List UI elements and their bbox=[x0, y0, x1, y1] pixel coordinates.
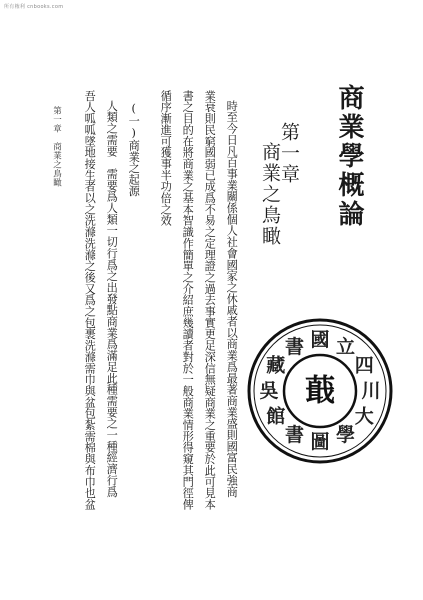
seal-char: 館 bbox=[266, 405, 286, 428]
library-seal bbox=[245, 316, 395, 466]
chapter-heading bbox=[260, 122, 298, 247]
seal-char: 書 bbox=[284, 335, 305, 358]
footer-title: 商業之鳥瞰 bbox=[51, 142, 62, 187]
seal-center-char: 蕺 bbox=[305, 373, 335, 409]
footer-running-head bbox=[52, 106, 61, 187]
seal-char: 藏 bbox=[266, 354, 286, 377]
seal-char: 吳 bbox=[259, 380, 279, 402]
section-heading: (一)商業之起源 bbox=[127, 102, 141, 197]
intro-line-3: 書之目的在將商業之基本智識作簡單之介紹庶幾讀者對於一般商業情形得窺其門徑俾 bbox=[181, 90, 195, 510]
seal-char: 川 bbox=[361, 380, 381, 402]
seal-char: 四 bbox=[354, 354, 374, 377]
seal-char: 國 bbox=[310, 329, 330, 351]
footer-chapter: 第一章 bbox=[51, 106, 62, 133]
seal-char: 書 bbox=[284, 424, 305, 447]
seal-char: 圖 bbox=[310, 431, 330, 453]
seal-char: 大 bbox=[354, 405, 374, 428]
watermark-text: 所有権利 cnbooks.com bbox=[4, 4, 64, 10]
seal-char: 學 bbox=[335, 424, 356, 447]
intro-line-2: 業衰則民窮國弱已成爲不易之定理證之過去事實更足深信無疑商業之重要於此可見本 bbox=[203, 90, 217, 510]
section-line-1: 人類之需要 需要爲人類一切行爲之出發點商業爲滿足此種需要之一種經濟行爲 bbox=[105, 100, 119, 498]
chapter-name: 商業之鳥瞰 bbox=[259, 142, 281, 247]
book-title: 商業學概論 bbox=[334, 84, 364, 229]
section-line-2: 吾人呱呱墜地接生者以之洗滌洗滌之後又爲之包裹洗滌需巾與盆包紮需棉與布巾也盆 bbox=[83, 90, 97, 510]
seal-char: 立 bbox=[335, 335, 356, 358]
intro-line-1: 時至今日凡百事業關係個人社會國家之休戚者以商業爲最著商業盛則國富民強商 bbox=[225, 100, 239, 498]
chapter-number: 第一章 bbox=[278, 122, 300, 185]
intro-line-4: 循序漸進可獲事半功倍之效 bbox=[159, 90, 173, 227]
